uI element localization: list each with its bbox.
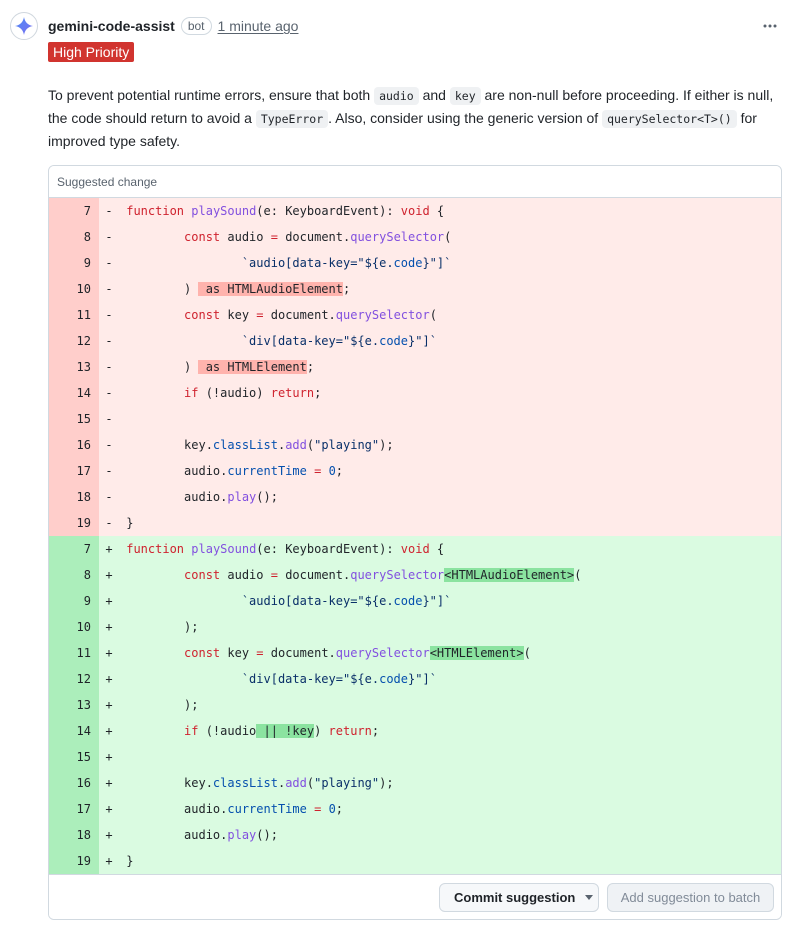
code-token: }"]` <box>408 334 437 348</box>
line-number[interactable]: 19 <box>49 510 99 536</box>
code-token: querySelector <box>335 646 430 660</box>
code-token: || !key <box>256 724 315 738</box>
code-token: querySelector <box>350 568 445 582</box>
plus-marker: + <box>105 620 113 634</box>
body-text: and <box>418 87 450 103</box>
code-token <box>307 802 314 816</box>
code-token: (e: KeyboardEvent): <box>256 542 401 556</box>
code-token: ; <box>342 282 351 296</box>
code-token: ); <box>119 698 199 712</box>
code-token: audio <box>220 230 271 244</box>
code-token: = <box>270 568 278 582</box>
code-token: = <box>314 464 322 478</box>
code-token: ; <box>306 360 315 374</box>
removed-line <box>49 354 781 380</box>
minus-marker: - <box>105 256 113 270</box>
code-token: querySelector <box>335 308 430 322</box>
code-text <box>113 562 581 588</box>
plus-marker: + <box>105 594 113 608</box>
code-token: (!audio) <box>198 386 271 400</box>
removed-line <box>49 276 781 302</box>
added-line <box>49 848 781 874</box>
code-token: audio <box>220 568 271 582</box>
code-token: <HTMLElement> <box>429 646 524 660</box>
code-token: as HTMLElement <box>198 360 307 374</box>
code-text <box>113 848 133 874</box>
code-token: document. <box>263 646 336 660</box>
code-token: audio. <box>119 802 228 816</box>
code-text <box>113 380 321 406</box>
code-token: = <box>256 308 264 322</box>
line-number[interactable]: 9 <box>49 588 99 614</box>
code-token <box>119 334 242 348</box>
line-number[interactable]: 10 <box>49 276 99 302</box>
added-line <box>49 822 781 848</box>
code-text <box>113 588 451 614</box>
code-token: const <box>184 230 221 244</box>
code-token: ( <box>444 230 452 244</box>
removed-line <box>49 458 781 484</box>
code-text <box>113 198 444 224</box>
code-token: if <box>184 724 199 738</box>
code-token: ) <box>314 724 329 738</box>
line-number[interactable]: 17 <box>49 796 99 822</box>
code-token: audio. <box>119 490 228 504</box>
line-number[interactable]: 12 <box>49 328 99 354</box>
removed-line <box>49 406 781 432</box>
code-text <box>113 718 379 744</box>
author-name[interactable]: gemini-code-assist <box>48 18 175 34</box>
code-token: classList <box>212 438 278 452</box>
minus-marker: - <box>105 204 113 218</box>
code-token: }"]` <box>422 256 452 270</box>
minus-marker: - <box>105 230 113 244</box>
gemini-sparkle-icon <box>14 16 34 36</box>
code-token: ( <box>306 776 315 790</box>
code-token: ) <box>119 360 199 374</box>
minus-marker: - <box>105 360 113 374</box>
minus-marker: - <box>105 412 113 426</box>
code-token: 0 <box>328 802 336 816</box>
code-text <box>113 744 119 770</box>
added-line <box>49 640 781 666</box>
code-token: code <box>379 334 409 348</box>
added-line <box>49 588 781 614</box>
code-token: const <box>184 568 221 582</box>
code-token: audio. <box>119 464 228 478</box>
minus-marker: - <box>105 490 113 504</box>
code-text <box>113 822 278 848</box>
body-text: To prevent potential runtime errors, ensure that both <box>48 87 375 103</box>
code-token: `div[data-key="${e. <box>241 334 380 348</box>
code-token: }"]` <box>408 672 437 686</box>
code-token: ( <box>429 308 437 322</box>
minus-marker: - <box>105 516 113 530</box>
minus-marker: - <box>105 438 113 452</box>
plus-marker: + <box>105 646 113 660</box>
code-token: 0 <box>328 464 336 478</box>
suggested-change-box <box>48 165 782 920</box>
triangle-down-icon <box>585 895 593 900</box>
code-token: . <box>277 438 286 452</box>
code-token: document. <box>277 230 351 244</box>
line-number[interactable]: 11 <box>49 302 99 328</box>
body-text: for improved type safety. <box>48 110 757 149</box>
code-text <box>113 640 531 666</box>
code-token: key. <box>119 776 213 790</box>
removed-line <box>49 380 781 406</box>
kebab-horizontal-icon[interactable] <box>758 14 782 38</box>
code-token: const <box>184 646 221 660</box>
plus-marker: + <box>105 672 113 686</box>
code-token: ; <box>314 386 322 400</box>
code-token: playSound <box>191 542 257 556</box>
inline-code: audio <box>374 87 419 105</box>
minus-marker: - <box>105 334 113 348</box>
line-number[interactable]: 8 <box>49 562 99 588</box>
removed-line <box>49 432 781 458</box>
added-line <box>49 796 781 822</box>
added-line <box>49 614 781 640</box>
added-line <box>49 666 781 692</box>
code-token: classList <box>212 776 278 790</box>
code-token <box>119 256 242 270</box>
code-token: key <box>220 308 257 322</box>
inline-code: querySelector<T>() <box>602 110 737 128</box>
priority-label: High Priority <box>48 42 134 62</box>
line-number[interactable]: 7 <box>49 198 99 224</box>
code-token <box>321 802 328 816</box>
comment-timestamp[interactable]: 1 minute ago <box>217 18 299 34</box>
code-text <box>113 276 350 302</box>
code-token <box>321 464 328 478</box>
code-token: ); <box>119 620 199 634</box>
code-token: code <box>379 672 409 686</box>
added-line <box>49 692 781 718</box>
plus-marker: + <box>105 802 113 816</box>
code-token: code <box>393 256 423 270</box>
code-text <box>113 692 198 718</box>
line-number[interactable]: 8 <box>49 224 99 250</box>
code-token: currentTime <box>227 464 307 478</box>
code-text <box>113 666 437 692</box>
code-text <box>113 510 133 536</box>
code-token: ; <box>335 802 344 816</box>
code-token: return <box>270 386 315 400</box>
code-token: audio. <box>119 828 228 842</box>
code-token <box>119 724 184 738</box>
line-number[interactable]: 13 <box>49 354 99 380</box>
code-token: (); <box>256 828 278 842</box>
code-token: (!audio <box>198 724 257 738</box>
code-token: . <box>277 776 286 790</box>
code-token: add <box>285 438 307 452</box>
bot-avatar[interactable] <box>10 12 38 40</box>
code-token: ( <box>574 568 582 582</box>
diff-view <box>49 198 781 874</box>
line-number[interactable]: 15 <box>49 744 99 770</box>
code-token: play <box>227 828 257 842</box>
code-token: currentTime <box>227 802 307 816</box>
inline-code: key <box>450 87 481 105</box>
code-token: document. <box>263 308 336 322</box>
plus-marker: + <box>105 724 113 738</box>
code-token: key. <box>119 438 213 452</box>
minus-marker: - <box>105 386 113 400</box>
code-text <box>113 302 437 328</box>
code-token: `audio[data-key="${e. <box>241 256 394 270</box>
code-token: play <box>227 490 257 504</box>
code-token <box>119 230 184 244</box>
plus-marker: + <box>105 854 113 868</box>
line-number[interactable]: 9 <box>49 250 99 276</box>
code-token: ( <box>306 438 315 452</box>
removed-line <box>49 484 781 510</box>
code-token: } <box>119 854 134 868</box>
comment-body <box>48 84 778 152</box>
code-token <box>119 646 184 660</box>
body-text: are non-null before proceeding. If either is null, the code should return to avoid a <box>48 87 774 126</box>
plus-marker: + <box>105 776 113 790</box>
line-number[interactable]: 18 <box>49 822 99 848</box>
code-text <box>113 250 451 276</box>
code-text <box>113 536 444 562</box>
code-token: code <box>393 594 423 608</box>
commit-suggestion-button[interactable] <box>439 883 599 912</box>
code-token <box>119 386 184 400</box>
code-token: }"]` <box>422 594 452 608</box>
line-number[interactable]: 12 <box>49 666 99 692</box>
code-token: } <box>119 516 134 530</box>
code-token: ( <box>523 646 531 660</box>
line-number[interactable]: 18 <box>49 484 99 510</box>
code-token: as HTMLAudioElement <box>198 282 343 296</box>
line-number[interactable]: 19 <box>49 848 99 874</box>
code-text <box>113 432 394 458</box>
code-token: = <box>256 646 264 660</box>
code-token: return <box>328 724 372 738</box>
code-token <box>307 464 314 478</box>
line-number[interactable]: 16 <box>49 770 99 796</box>
code-token: void <box>400 542 430 556</box>
code-token: ) <box>119 282 199 296</box>
code-token: ; <box>335 464 344 478</box>
plus-marker: + <box>105 698 113 712</box>
code-token: `audio[data-key="${e. <box>241 594 394 608</box>
added-line <box>49 536 781 562</box>
code-token: = <box>314 802 322 816</box>
code-token: <HTMLAudioElement> <box>444 568 575 582</box>
suggested-change-header: Suggested change <box>49 166 781 198</box>
added-line <box>49 770 781 796</box>
code-token: { <box>429 204 445 218</box>
removed-line <box>49 302 781 328</box>
code-text <box>113 458 343 484</box>
comment-header <box>48 16 298 36</box>
line-number[interactable]: 7 <box>49 536 99 562</box>
code-token <box>119 568 184 582</box>
line-number[interactable]: 11 <box>49 640 99 666</box>
code-token: if <box>184 386 199 400</box>
code-token <box>119 308 184 322</box>
commit-suggestion-label: Commit suggestion <box>454 890 576 905</box>
line-number[interactable]: 10 <box>49 614 99 640</box>
line-number[interactable]: 17 <box>49 458 99 484</box>
code-token: `div[data-key="${e. <box>241 672 380 686</box>
minus-marker: - <box>105 282 113 296</box>
plus-marker: + <box>105 542 113 556</box>
removed-line <box>49 198 781 224</box>
code-token: ; <box>371 724 380 738</box>
line-number[interactable]: 16 <box>49 432 99 458</box>
plus-marker: + <box>105 750 113 764</box>
added-line <box>49 562 781 588</box>
code-token: ); <box>379 438 394 452</box>
code-token: (); <box>256 490 278 504</box>
body-text: . Also, consider using the generic version of <box>328 110 603 126</box>
add-to-batch-button[interactable]: Add suggestion to batch <box>607 883 774 912</box>
inline-code: TypeError <box>256 110 328 128</box>
code-text <box>113 796 343 822</box>
removed-line <box>49 328 781 354</box>
code-token: document. <box>277 568 351 582</box>
added-line <box>49 718 781 744</box>
code-token: = <box>270 230 278 244</box>
code-token: ); <box>379 776 394 790</box>
code-text <box>113 224 451 250</box>
minus-marker: - <box>105 464 113 478</box>
code-token: function <box>126 542 185 556</box>
added-line <box>49 744 781 770</box>
line-number[interactable]: 15 <box>49 406 99 432</box>
code-token: const <box>184 308 221 322</box>
code-token: (e: KeyboardEvent): <box>256 204 401 218</box>
suggestion-actions <box>49 874 781 920</box>
code-text <box>113 354 314 380</box>
code-token: playSound <box>191 204 257 218</box>
code-text <box>113 406 119 432</box>
code-text <box>113 484 278 510</box>
plus-marker: + <box>105 568 113 582</box>
line-number[interactable]: 13 <box>49 692 99 718</box>
plus-marker: + <box>105 828 113 842</box>
line-number[interactable]: 14 <box>49 718 99 744</box>
code-token: "playing" <box>314 776 380 790</box>
line-number[interactable]: 14 <box>49 380 99 406</box>
code-text <box>113 328 437 354</box>
code-token: function <box>126 204 185 218</box>
code-text <box>113 614 198 640</box>
code-text <box>113 770 394 796</box>
code-token: { <box>429 542 445 556</box>
removed-line <box>49 250 781 276</box>
removed-line <box>49 510 781 536</box>
code-token <box>119 672 242 686</box>
code-token <box>119 594 242 608</box>
code-token: add <box>285 776 307 790</box>
code-token: void <box>400 204 430 218</box>
removed-line <box>49 224 781 250</box>
code-token: "playing" <box>314 438 380 452</box>
minus-marker: - <box>105 308 113 322</box>
code-token: querySelector <box>350 230 445 244</box>
bot-badge: bot <box>181 17 212 35</box>
code-token: key <box>220 646 257 660</box>
